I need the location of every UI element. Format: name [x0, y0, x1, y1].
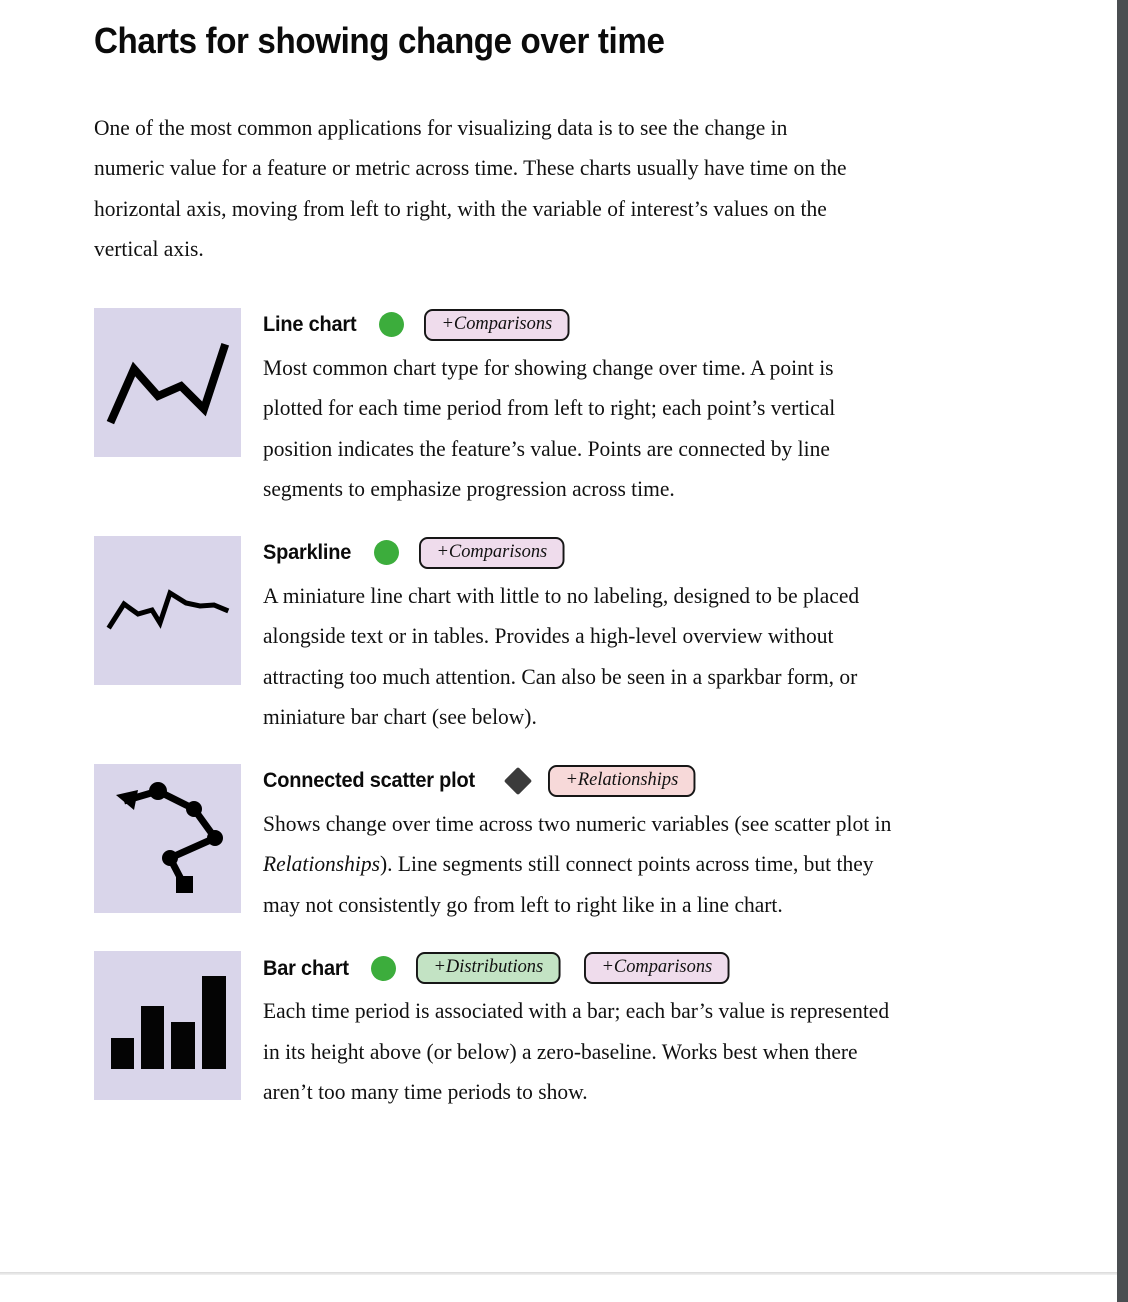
description-text: Each time period is associated with a bar; each bar’s value is represented in its height above (or below) a zero-baseline. Works best when there aren’t too many time periods to show.	[263, 998, 890, 1105]
tag-distributions[interactable]: +Distributions	[416, 952, 561, 984]
description-text: Most common chart type for showing change over time. A point is plotted for each time period from left to right; each point’s vertical position indicates the feature’s value. Points are connected by line segments to emphasize progression across time.	[263, 354, 836, 502]
sparkline-thumbnail	[94, 536, 241, 685]
entry-body	[263, 951, 1023, 1113]
sparkline-icon	[94, 536, 241, 685]
tag-comparisons[interactable]: +Comparisons	[584, 952, 730, 984]
list-item	[94, 536, 1023, 738]
page-title: Charts for showing change over time	[94, 20, 665, 61]
line-chart-thumbnail	[94, 308, 241, 457]
entry-title: Sparkline	[263, 541, 352, 565]
intro-paragraph: One of the most common applications for visualizing data is to see the change in numeric value for a feature or metric across time. These charts usually have time on the horizontal axis, moving from left to right, with the variable of interest’s values on the vertical axis.	[94, 114, 847, 262]
description-text: Shows change over time across two numeric variables (see scatter plot in	[263, 810, 892, 836]
description-emphasis: Relationships	[263, 851, 380, 877]
bar-chart-thumbnail	[94, 951, 241, 1100]
entry-header	[263, 538, 1023, 568]
entry-body	[263, 308, 1023, 510]
green-circle-marker	[379, 312, 404, 337]
entry-header	[263, 310, 1023, 340]
description-text: A miniature line chart with little to no labeling, designed to be placed alongside text or in tables. Provides a high-level overview without attracting too much attention. Can also be seen in a sparkbar form, or miniature bar chart (see below).	[263, 582, 860, 730]
tag-comparisons[interactable]: +Comparisons	[419, 537, 565, 569]
list-item	[94, 308, 1023, 510]
entry-description	[263, 576, 893, 738]
bar-chart-icon	[94, 951, 241, 1100]
tag-comparisons[interactable]: +Comparisons	[424, 309, 570, 341]
vertical-scrollbar[interactable]	[1117, 0, 1128, 1302]
connected-scatter-thumbnail	[94, 764, 241, 913]
entry-body	[263, 536, 1023, 738]
chart-type-list	[94, 308, 1023, 1113]
tag-relationships[interactable]: +Relationships	[548, 765, 696, 797]
entry-body	[263, 764, 1023, 926]
bottom-shade	[0, 1275, 1117, 1302]
line-chart-icon	[94, 308, 241, 457]
dark-diamond-marker	[504, 767, 532, 795]
list-item	[94, 764, 1023, 926]
connected-scatter-icon	[94, 764, 241, 913]
entry-title: Connected scatter plot	[263, 769, 475, 793]
description-text-cont: ). Line segments still connect points across time, but they may not consistently go from left to right like in a line chart.	[263, 851, 874, 917]
entry-title: Line chart	[263, 313, 357, 337]
entry-header	[263, 766, 1023, 796]
entry-title: Bar chart	[263, 956, 349, 980]
entry-header	[263, 953, 1023, 983]
entry-description	[263, 804, 893, 926]
green-circle-marker	[374, 540, 399, 565]
list-item	[94, 951, 1023, 1113]
entry-description	[263, 991, 893, 1113]
green-circle-marker	[371, 956, 396, 981]
entry-description	[263, 348, 893, 510]
